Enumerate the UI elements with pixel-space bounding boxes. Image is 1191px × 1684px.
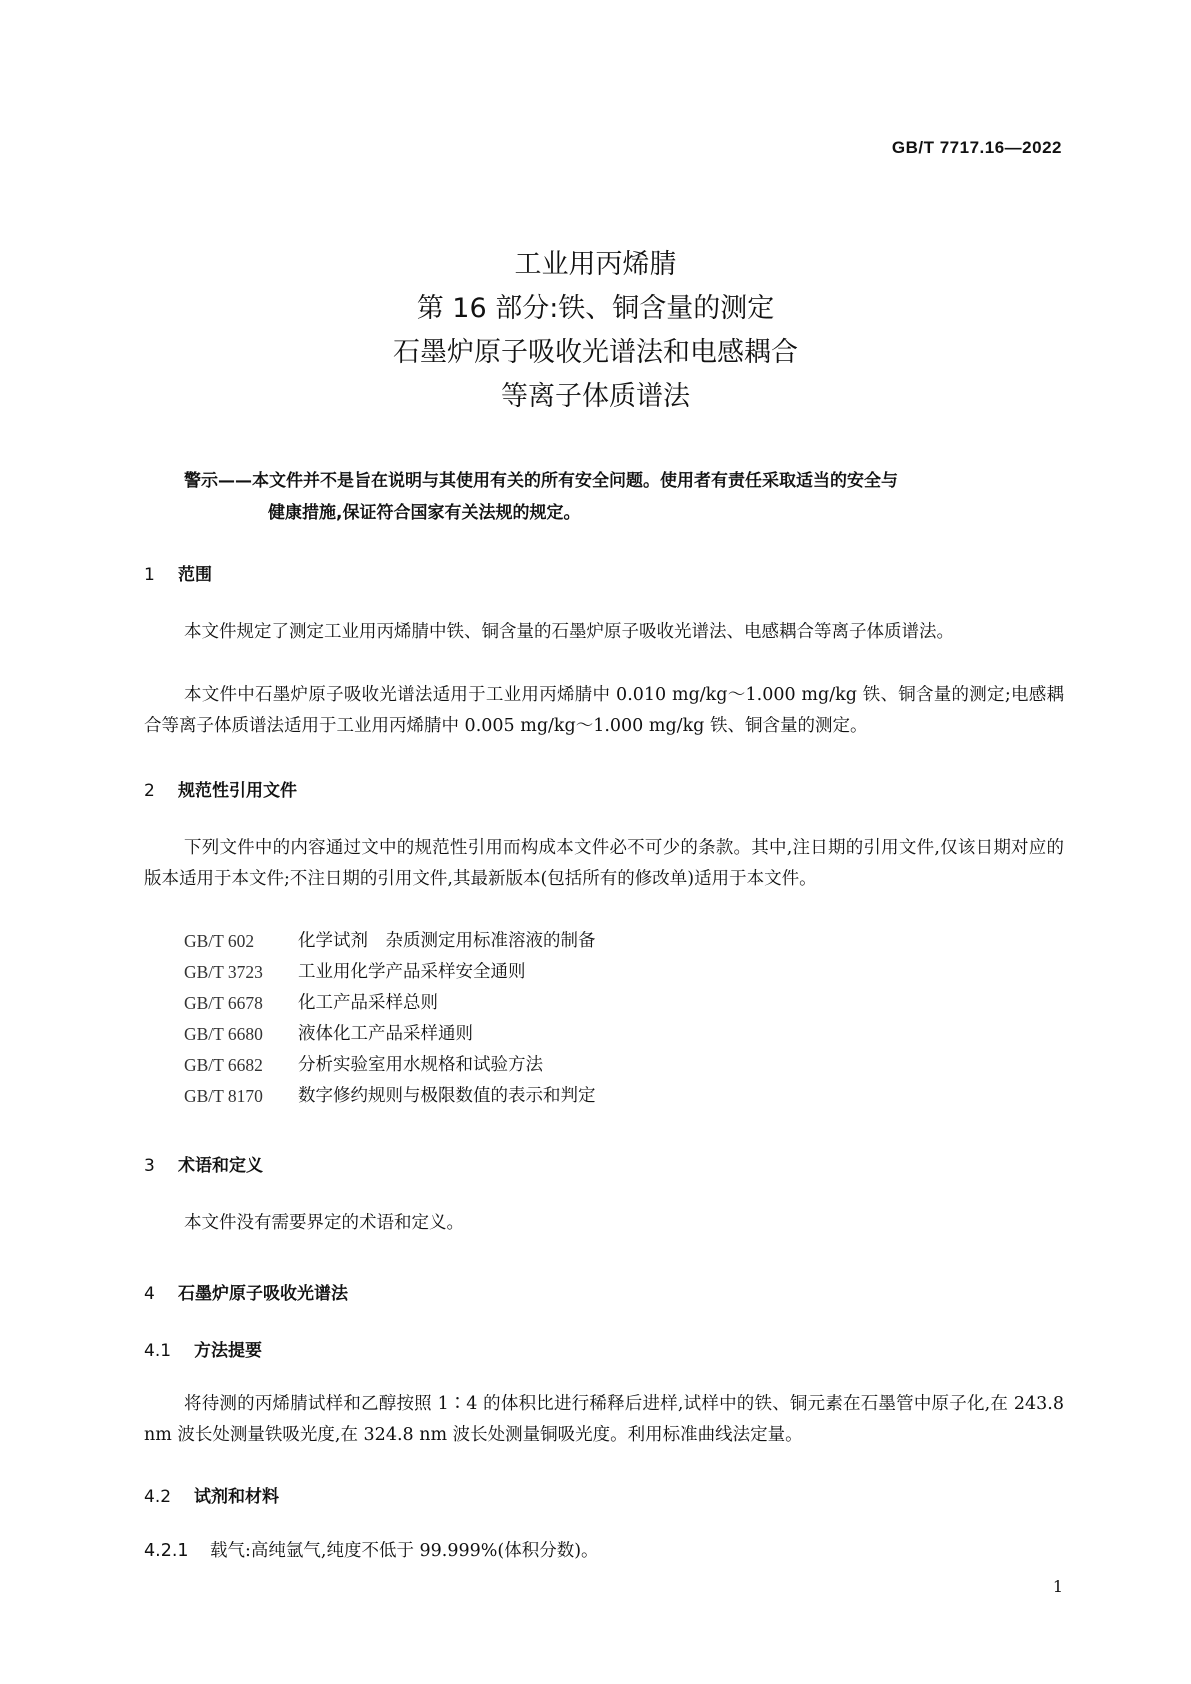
section-title: 石墨炉原子吸收光谱法 [178, 1284, 348, 1304]
warning-notice [184, 465, 1064, 529]
section-title: 术语和定义 [178, 1156, 263, 1176]
page-number: 1 [1052, 1577, 1063, 1596]
reference-item [184, 957, 596, 988]
warning-line-2: 健康措施,保证符合国家有关法规的规定。 [268, 503, 581, 523]
section-number: 1 [144, 565, 155, 585]
reference-item [184, 926, 596, 957]
reference-code: GB/T 6680 [184, 1024, 263, 1044]
reference-code: GB/T 602 [184, 931, 255, 951]
section-number: 2 [144, 781, 155, 801]
reference-item [184, 1081, 596, 1112]
reference-title: 化学试剂 杂质测定用标准溶液的制备 [298, 931, 596, 951]
reference-code: GB/T 8170 [184, 1086, 263, 1106]
title-line-4: 等离子体质谱法 [501, 381, 690, 412]
title-line-3: 石墨炉原子吸收光谱法和电感耦合 [393, 337, 798, 368]
section-1-paragraph-2: 本文件中石墨炉原子吸收光谱法适用于工业用丙烯腈中 0.010 mg/kg～1.000 mg/kg 铁、铜含量的测定;电感耦合等离子体质谱法适用于工业用丙烯腈中 0.005 mg/kg～1.000 mg/kg 铁、铜含量的测定。 [144, 685, 1064, 736]
section-1-heading [144, 560, 212, 585]
reference-item [184, 988, 596, 1019]
section-number: 4.2 [144, 1487, 172, 1507]
clause-text: 载气:高纯氩气,纯度不低于 99.999%(体积分数)。 [210, 1541, 599, 1561]
section-title: 试剂和材料 [194, 1487, 279, 1507]
reference-title: 数字修约规则与极限数值的表示和判定 [298, 1086, 596, 1106]
warning-line-1: 警示——本文件并不是旨在说明与其使用有关的所有安全问题。使用者有责任采取适当的安全与 [184, 471, 898, 491]
reference-title: 工业用化学产品采样安全通则 [298, 962, 526, 982]
reference-code: GB/T 3723 [184, 962, 263, 982]
reference-item [184, 1050, 596, 1081]
section-number: 4.1 [144, 1341, 172, 1361]
reference-item [184, 1019, 596, 1050]
section-4-1-paragraph-1: 将待测的丙烯腈试样和乙醇按照 1∶4 的体积比进行稀释后进样,试样中的铁、铜元素在石墨管中原子化,在 243.8 nm 波长处测量铁吸光度,在 324.8 nm 波长处测量铜吸光度。利用标准曲线法定量。 [144, 1394, 1064, 1445]
normative-references-list [184, 926, 596, 1112]
reference-title: 分析实验室用水规格和试验方法 [298, 1055, 543, 1075]
section-title: 范围 [178, 565, 212, 585]
title-line-2: 第 16 部分:铁、铜含量的测定 [416, 293, 775, 324]
section-3-paragraph-1: 本文件没有需要界定的术语和定义。 [184, 1213, 464, 1233]
document-title [0, 243, 1191, 419]
section-1-paragraph-1: 本文件规定了测定工业用丙烯腈中铁、铜含量的石墨炉原子吸收光谱法、电感耦合等离子体质谱法。 [184, 622, 954, 642]
standard-code: GB/T 7717.16—2022 [891, 138, 1062, 157]
section-number: 4 [144, 1284, 155, 1304]
reference-code: GB/T 6682 [184, 1055, 263, 1075]
section-4-1-heading [144, 1336, 262, 1361]
section-4-2-heading [144, 1482, 279, 1507]
section-2-paragraph-1: 下列文件中的内容通过文中的规范性引用而构成本文件必不可少的条款。其中,注日期的引用文件,仅该日期对应的版本适用于本文件;不注日期的引用文件,其最新版本(包括所有的修改单)适用于本文件。 [144, 838, 1064, 889]
reference-title: 液体化工产品采样通则 [298, 1024, 473, 1044]
title-line-1: 工业用丙烯腈 [514, 249, 677, 280]
reference-code: GB/T 6678 [184, 993, 263, 1013]
clause-number: 4.2.1 [144, 1541, 189, 1561]
section-4-heading [144, 1279, 348, 1304]
section-number: 3 [144, 1156, 155, 1176]
clause-4-2-1 [144, 1537, 599, 1562]
section-2-heading [144, 776, 297, 801]
reference-title: 化工产品采样总则 [298, 993, 438, 1013]
section-title: 规范性引用文件 [178, 781, 297, 801]
section-3-heading [144, 1151, 263, 1176]
section-title: 方法提要 [194, 1341, 262, 1361]
